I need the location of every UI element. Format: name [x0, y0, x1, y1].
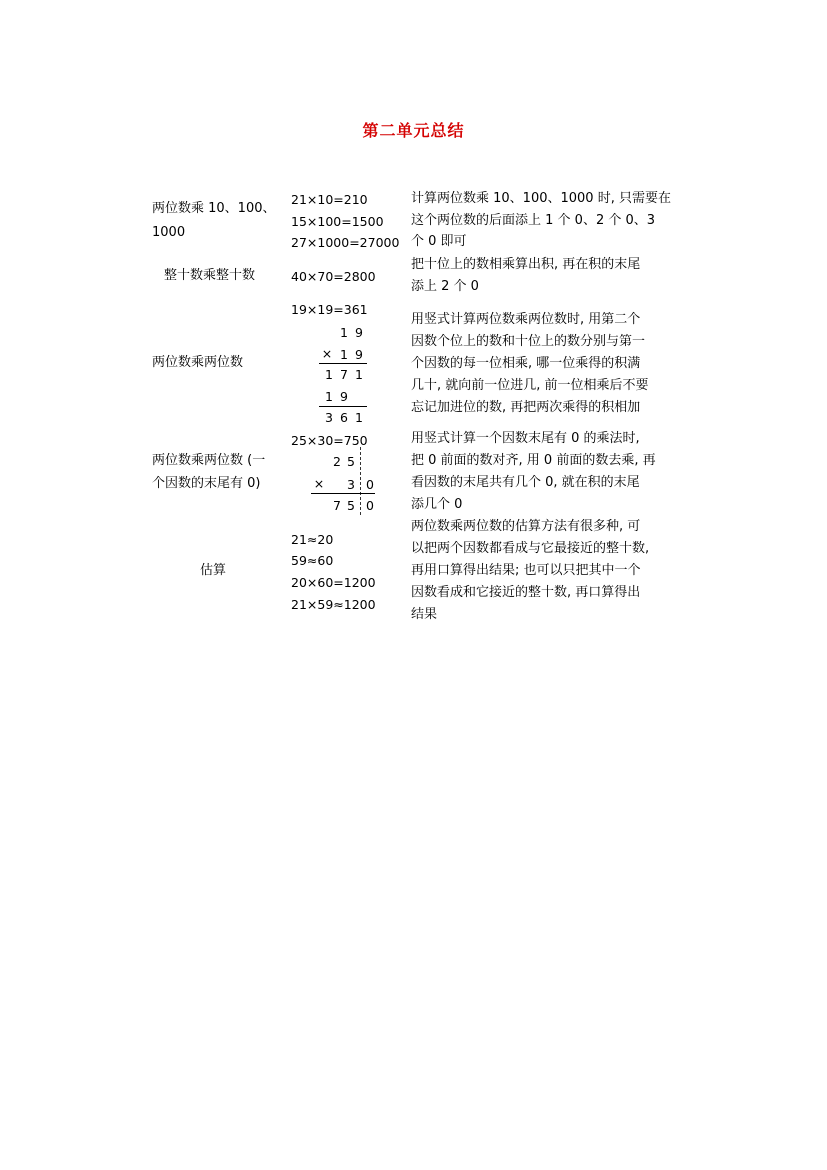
page-title: 第二单元总结: [362, 121, 465, 140]
explain-line: 两位数乘两位数的估算方法有很多种, 可: [411, 519, 641, 534]
explain-line: 计算两位数乘 10、100、1000 时, 只需要在: [411, 191, 671, 206]
digit: 9: [355, 347, 363, 362]
rule-line: [319, 406, 367, 407]
digit: 5: [347, 454, 355, 469]
explain-line: 结果: [411, 607, 438, 622]
explain-line: 添上 2 个 0: [411, 279, 479, 294]
digit: 1: [325, 367, 333, 382]
calc-line: 25×30=750: [291, 433, 368, 448]
digit: 3: [325, 410, 333, 425]
alignment-dashed-line: [360, 447, 361, 515]
calc-line: 19×19=361: [291, 302, 368, 317]
explain-line: 因数看成和它接近的整十数, 再口算得出: [411, 585, 641, 600]
explain-line: 把 0 前面的数对齐, 用 0 前面的数去乘, 再: [411, 453, 656, 468]
topic-label: 两位数乘两位数 (一: [152, 453, 266, 468]
calc-line: 21×59≈1200: [291, 597, 376, 612]
calc-line: 59≈60: [291, 553, 334, 568]
calc-line: 15×100=1500: [291, 214, 384, 229]
calc-line: 21×10=210: [291, 192, 368, 207]
digit: 6: [340, 410, 348, 425]
digit: 1: [340, 325, 348, 340]
digit: 3: [347, 477, 355, 492]
topic-label: 两位数乘 10、100、: [152, 201, 276, 216]
digit: 9: [355, 325, 363, 340]
explain-line: 忘记加进位的数, 再把两次乘得的积相加: [411, 400, 641, 415]
explain-line: 个 0 即可: [411, 234, 467, 249]
multiply-sign: ×: [313, 476, 325, 491]
digit: 0: [366, 498, 374, 513]
digit: 2: [333, 454, 341, 469]
calc-line: 21≈20: [291, 532, 334, 547]
digit: 1: [355, 367, 363, 382]
explain-line: 再用口算得出结果; 也可以只把其中一个: [411, 563, 641, 578]
explain-line: 看因数的末尾共有几个 0, 就在积的末尾: [411, 475, 640, 490]
digit: 5: [347, 498, 355, 513]
rule-line: [319, 363, 367, 364]
rule-line: [311, 493, 375, 494]
topic-label: 整十数乘整十数: [164, 268, 256, 283]
explain-line: 把十位上的数相乘算出积, 再在积的末尾: [411, 257, 641, 272]
topic-label: 两位数乘两位数: [152, 355, 244, 370]
topic-label: 估算: [200, 563, 227, 578]
digit: 7: [333, 498, 341, 513]
calc-line: 20×60=1200: [291, 575, 376, 590]
explain-line: 因数个位上的数和十位上的数分别与第一: [411, 334, 646, 349]
explain-line: 以把两个因数都看成与它最接近的整十数,: [411, 541, 650, 556]
explain-line: 这个两位数的后面添上 1 个 0、2 个 0、3: [411, 213, 656, 228]
digit: 1: [340, 347, 348, 362]
explain-line: 几十, 就向前一位进几, 前一位相乘后不要: [411, 378, 649, 393]
digit: 1: [355, 410, 363, 425]
digit: 9: [340, 389, 348, 404]
multiply-sign: ×: [321, 346, 333, 361]
digit: 1: [325, 389, 333, 404]
explain-line: 用竖式计算一个因数末尾有 0 的乘法时,: [411, 431, 640, 446]
topic-label: 个因数的末尾有 0): [152, 476, 261, 491]
explain-line: 用竖式计算两位数乘两位数时, 用第二个: [411, 312, 641, 327]
explain-line: 添几个 0: [411, 497, 463, 512]
digit: 0: [366, 477, 374, 492]
explain-line: 个因数的每一位相乘, 哪一位乘得的积满: [411, 356, 641, 371]
topic-label: 1000: [152, 225, 186, 240]
calc-line: 27×1000=27000: [291, 235, 400, 250]
calc-line: 40×70=2800: [291, 269, 376, 284]
digit: 7: [340, 367, 348, 382]
